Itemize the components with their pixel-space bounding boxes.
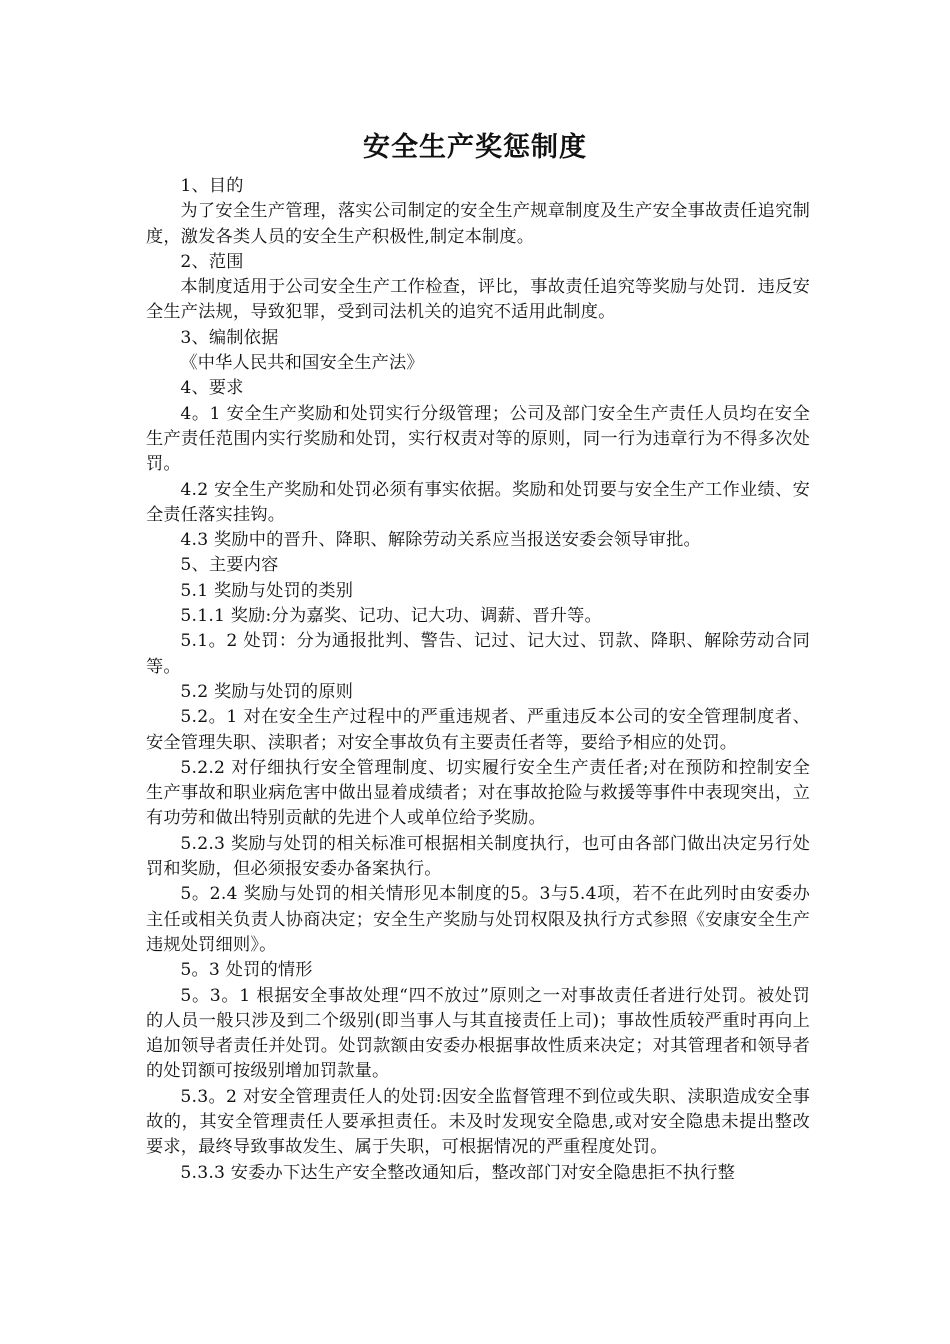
paragraph: 5.3。2 对安全管理责任人的处罚:因安全监督管理不到位或失职、渎职造成安全事故的，其安全管理责任人要承担责任。未及时发现安全隐患,或对安全隐患未提出整改要求，最终导致事故发生、属于失职，可根据情况的严重程度处罚。 [146, 1086, 810, 1158]
paragraph: 5.1 奖励与处罚的类别 [180, 580, 354, 601]
section-heading: 4、要求 [180, 378, 244, 399]
section-heading: 1、目的 [180, 176, 244, 196]
paragraph: 4。1 安全生产奖励和处罚实行分级管理；公司及部门安全生产责任人员均在安全生产责任范围内实行奖励和处罚，实行权责对等的原则，同一行为违章行为不得多次处罚。 [146, 403, 810, 475]
paragraph: 5.2.2 对仔细执行安全管理制度、切实履行安全生产责任者;对在预防和控制安全生产事故和职业病危害中做出显着成绩者；对在事故抢险与救援等事件中表现突出，立有功劳和做出特别贡献的先进个人或单位给予奖励。 [146, 757, 810, 829]
paragraph: 5.1.1 奖励:分为嘉奖、记功、记大功、调薪、晋升等。 [180, 606, 602, 627]
paragraph: 5.2。1 对在安全生产过程中的严重违规者、严重违反本公司的安全管理制度者、安全管理失职、渎职者；对安全事故负有主要责任者等，要给予相应的处罚。 [146, 707, 810, 753]
paragraph: 5.2 奖励与处罚的原则 [180, 681, 354, 702]
document-title: 安全生产奖惩制度 [363, 132, 587, 163]
paragraph: 5.3.3 安委办下达生产安全整改通知后，整改部门对安全隐患拒不执行整 [180, 1162, 736, 1183]
section-heading: 2、范围 [180, 251, 244, 272]
paragraph: 5。3。1 根据安全事故处理“四不放过”原则之一对事故责任者进行处罚。被处罚的人员一般只涉及到二个级别(即当事人与其直接责任上司)；事故性质较严重时再向上追加领导者责任并处罚。处罚款额由安委办根据事故性质来决定；对其管理者和领导者的处罚额可按级别增加罚款量。 [146, 985, 810, 1082]
paragraph: 《中华人民共和国安全生产法》 [180, 353, 424, 374]
paragraph: 4.2 安全生产奖励和处罚必须有事实依据。奖励和处罚要与安全生产工作业绩、安全责任落实挂钩。 [146, 479, 810, 525]
document-body [146, 174, 810, 1186]
paragraph: 本制度适用于公司安全生产工作检查，评比，事故责任追究等奖励与处罚．违反安全生产法规，导致犯罪，受到司法机关的追究不适用此制度。 [146, 277, 810, 323]
paragraph: 5.1。2 处罚：分为通报批判、警告、记过、记大过、罚款、降职、解除劳动合同等。 [146, 631, 810, 677]
paragraph: 为了安全生产管理，落实公司制定的安全生产规章制度及生产安全事故责任追究制度，激发各类人员的安全生产积极性,制定本制度。 [146, 201, 810, 247]
section-heading: 3、编制依据 [180, 327, 279, 348]
paragraph: 5.2.3 奖励与处罚的相关标准可根据相关制度执行，也可由各部门做出决定另行处罚和奖励，但必须报安委办备案执行。 [146, 833, 810, 880]
section-heading: 5、主要内容 [180, 555, 279, 576]
paragraph: 5。2.4 奖励与处罚的相关情形见本制度的5。3与5.4项，若不在此列时由安委办主任或相关负责人协商决定；安全生产奖励与处罚权限及执行方式参照《安康安全生产违规处罚细则》。 [146, 884, 810, 955]
paragraph: 4.3 奖励中的晋升、降职、解除劳动关系应当报送安委会领导审批。 [180, 530, 701, 551]
paragraph: 5。3 处罚的情形 [180, 960, 313, 981]
